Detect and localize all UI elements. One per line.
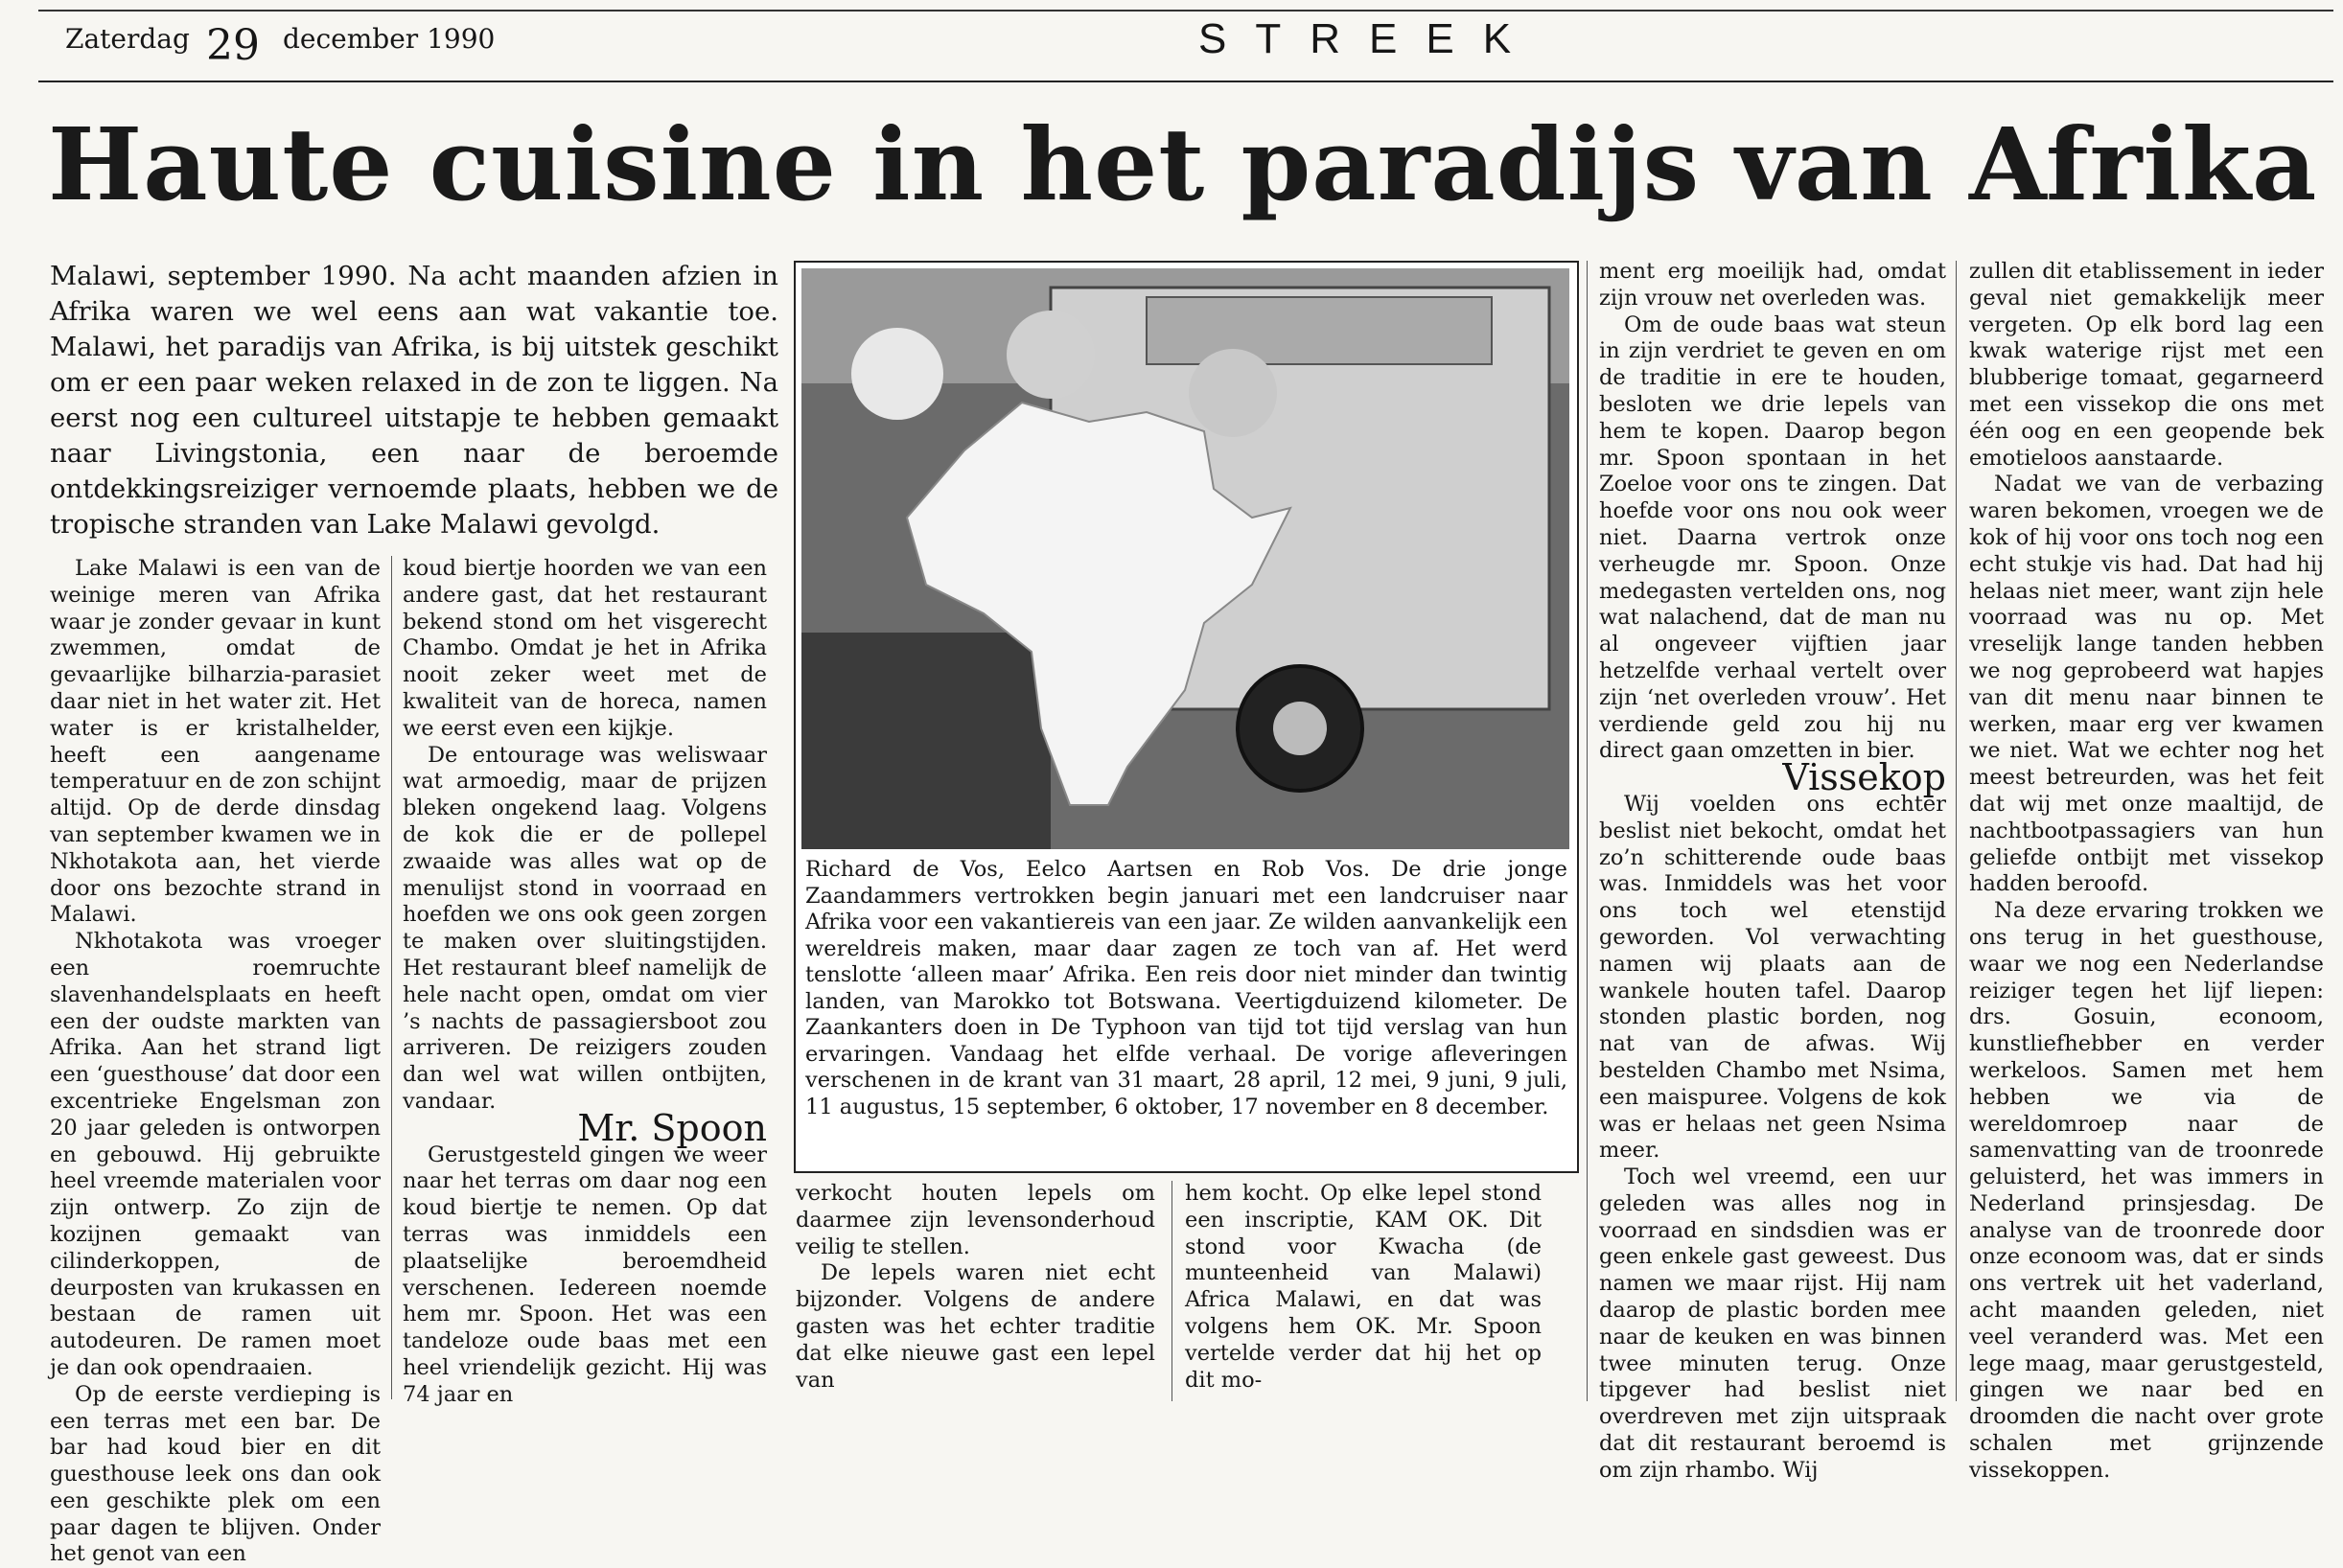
headline: Haute cuisine in het paradijs van Afrika: [48, 105, 2318, 223]
masthead-day: Zaterdag: [65, 23, 190, 55]
column-5: [1599, 259, 1946, 1485]
column-3: [796, 1181, 1155, 1394]
column-divider: [1587, 261, 1588, 1401]
section-name: STREEK: [1198, 15, 1541, 62]
paragraph: De entourage was weliswaar wat armoedig, maar de prijzen bleken ongekend laag. Volgens de kok die er de pollepel zwaaide was alles wat op de menulijst stond in voorraad en hoefden we ons ook geen zorgen te maken over sluitingstijden. Het restaurant bleef namelijk de hele nacht open, omdat om vier ’s nachts de passagiersboot zou arriveren. De reizigers zouden dan wel wat willen ontbijten, vandaar.: [403, 742, 767, 1114]
masthead-month-year: december 1990: [283, 23, 496, 55]
paragraph: ment erg moeilijk had, omdat zijn vrouw net overleden was.: [1599, 259, 1946, 311]
photo-box: [794, 261, 1579, 1173]
photo-illustration: [801, 268, 1569, 849]
paragraph: Toch wel vreemd, een uur geleden was alles nog in voorraad en sindsdien was er geen enkele gast geweest. Dus namen we maar rijst. Hij nam daarop de plastic borden mee naar de keuken en was binnen twee minuten terug. Onze tipgever had beslist niet overdreven met zijn uitspraak dat dit restaurant beroemd is om zijn rhambo. Wij: [1599, 1164, 1946, 1483]
column-divider: [1956, 261, 1957, 1401]
column-6: [1969, 259, 2324, 1485]
paragraph: De lepels waren niet echt bijzonder. Volgens de andere gasten was het echter traditie dat elke nieuwe gast een lepel van: [796, 1260, 1155, 1393]
column-1: [50, 556, 381, 1568]
paragraph: Gerustgesteld gingen we weer naar het terras om daar nog een koud biertje te nemen. Op dat terras was inmiddels een plaatselijke beroemdheid verschenen. Iedereen noemde hem mr. Spoon. Het was een tandeloze oude baas met een heel vriendelijk gezicht. Hij was 74 jaar en: [403, 1141, 767, 1407]
masthead-bottom-rule: [38, 81, 2333, 82]
column-2: [403, 556, 767, 1409]
person-1: [851, 328, 943, 420]
paragraph: hem kocht. Op elke lepel stond een inscriptie, KAM OK. Dit stond voor Kwacha (de munteenheid van Malawi) Africa Malawi, en dat was volgens hem OK. Mr. Spoon vertelde verder dat hij het op dit mo-: [1185, 1181, 1542, 1393]
person-3: [1189, 349, 1277, 437]
paragraph: koud biertje hoorden we van een andere gast, dat het restaurant bekend stond om het visgerecht Chambo. Omdat je het in Afrika nooit zeker weet met de kwaliteit van de horeca, namen we eerst even een kijkje.: [403, 556, 767, 741]
paragraph: Na deze ervaring trokken we ons terug in het guesthouse, waar we nog een Nederlandse reiziger tegen het lijf liepen: drs. Gosuin, econoom, kunstliefhebber en verder werkeloos. Samen met hem hebben we via de wereldomroep naar de samenvatting van de troonrede geluisterd, het was immers in Nederland prinsjesdag. De analyse van de troonrede door onze econoom was, dat er sinds ons vertrek uit het vaderland, acht maanden geleden, niet veel veranderd was. Met een lege maag, maar gerustgesteld, gingen we naar bed en droomden die nacht over grote schalen met grijnzende vissekoppen.: [1969, 898, 2324, 1483]
subhead-mr-spoon: Mr. Spoon: [577, 1106, 767, 1149]
masthead-top-rule: [38, 10, 2333, 12]
column-4: [1185, 1181, 1542, 1394]
photo-travelers-with-landcruiser: [801, 268, 1569, 849]
paragraph: Op de eerste verdieping is een terras met een bar. De bar had koud bier en dit guesthouse leek ons dan ook een geschikte plek om een paar dagen te blijven. Onder het genot van een: [50, 1381, 381, 1567]
intro-paragraph: Malawi, september 1990. Na acht maanden afzien in Afrika waren we wel eens aan wat vakantie toe. Malawi, het paradijs van Afrika, is bij uitstek geschikt om er een paar weken relaxed in de zon te liggen. Na eerst nog een cultureel uitstapje te hebben gemaakt naar Livingstonia, een naar de beroemde ontdekkingsreiziger vernoemde plaats, hebben we de tropische stranden van Lake Malawi gevolgd.: [50, 261, 778, 540]
paragraph: Nadat we van de verbazing waren bekomen, vroegen we de kok of hij voor ons toch nog een echt stukje vis had. Dat had hij helaas niet meer, want zijn hele voorraad was nu op. Met vreselijk lange tanden hebben we nog geprobeerd wat hapjes van dit menu naar binnen te werken, maar erg ver kwamen we niet. Wat we echter nog het meest betreurden, was het feit dat wij met onze maaltijd, de nachtbootpassagiers van hun geliefde ontbijt met vissekop hadden beroofd.: [1969, 472, 2324, 897]
masthead-date-number: 29: [206, 21, 260, 70]
paragraph: Om de oude baas wat steun in zijn verdriet te geven en om de traditie in ere te houden, besloten we drie lepels van hem te kopen. Daarop begon mr. Spoon spontaan in het Zoeloe voor ons te zingen. Dat hoefde voor ons nou ook weer niet. Daarna vertrok onze verheugde mr. Spoon. Onze medegasten vertelden ons, nog wat nalachend, dat de man nu al ongeveer vijftien jaar hetzelfde verhaal vertelt over zijn ‘net overleden vrouw’. Het verdiende geld zou hij nu direct gaan omzetten in bier.: [1599, 311, 1946, 764]
person-2: [1007, 311, 1095, 399]
paragraph: zullen dit etablissement in ieder geval niet gemakkelijk meer vergeten. Op elk bord lag een kwak waterige rijst met een blubberige tomaat, gegarneerd met een vissekop die ons met één oog en een geopende bek emotieloos aanstaarde.: [1969, 259, 2324, 471]
column-divider: [391, 556, 392, 1399]
paragraph: Nkhotakota was vroeger een roemruchte slavenhandelsplaats en heeft een der oudste markten van Afrika. Aan het strand ligt een ‘guesthouse’ dat door een excentrieke Engelsman zon 20 jaar geleden is ontworpen en gebouwd. Hij gebruikte heel vreemde materialen voor zijn ontwerp. Zo zijn de kozijnen gemaakt van cilinderkoppen, de deurposten van krukassen en bestaan de ramen uit autodeuren. De ramen moet je dan ook opendraaien.: [50, 929, 381, 1380]
paragraph: verkocht houten lepels om daarmee zijn levensonderhoud veilig te stellen.: [796, 1181, 1155, 1259]
paragraph: Wij voelden ons echter beslist niet bekocht, omdat het zo’n schitterende oude baas was. Inmiddels was het voor ons toch wel etenstijd geworden. Vol verwachting namen wij plaats aan de wankele houten tafel. Daarop stonden plastic borden, nog nat van de afwas. Wij bestelden Chambo met Nsima, een maispuree. Volgens de kok was er helaas net geen Nsima meer.: [1599, 791, 1946, 1164]
paragraph: Lake Malawi is een van de weinige meren van Afrika waar je zonder gevaar in kunt zwemmen, omdat de gevaarlijke bilharzia-parasiet daar niet in het water zit. Het water is er kristalhelder, heeft een aangename temperatuur en de zon schijnt altijd. Op de derde dinsdag van september kwamen we in Nkhotakota aan, het vierde door ons bezochte strand in Malawi.: [50, 556, 381, 928]
subhead-vissekop: Vissekop: [1782, 756, 1946, 799]
photo-caption: Richard de Vos, Eelco Aartsen en Rob Vos. De drie jonge Zaandammers vertrokken begin januari met een landcruiser naar Afrika voor een vakantiereis van een jaar. Ze wilden aanvankelijk een wereldreis maken, maar daar zagen ze toch van af. Het werd tenslotte ‘alleen maar’ Afrika. Een reis door niet minder dan twintig landen, van Marokko tot Botswana. Veertigduizend kilometer. De Zaankanters doen in De Typhoon van tijd tot tijd verslag van hun ervaringen. Vandaag het elfde verhaal. De vorige afleveringen verschenen in de krant van 31 maart, 28 april, 12 mei, 9 juni, 9 juli, 11 augustus, 15 september, 6 oktober, 17 november en 8 december.: [805, 857, 1567, 1119]
